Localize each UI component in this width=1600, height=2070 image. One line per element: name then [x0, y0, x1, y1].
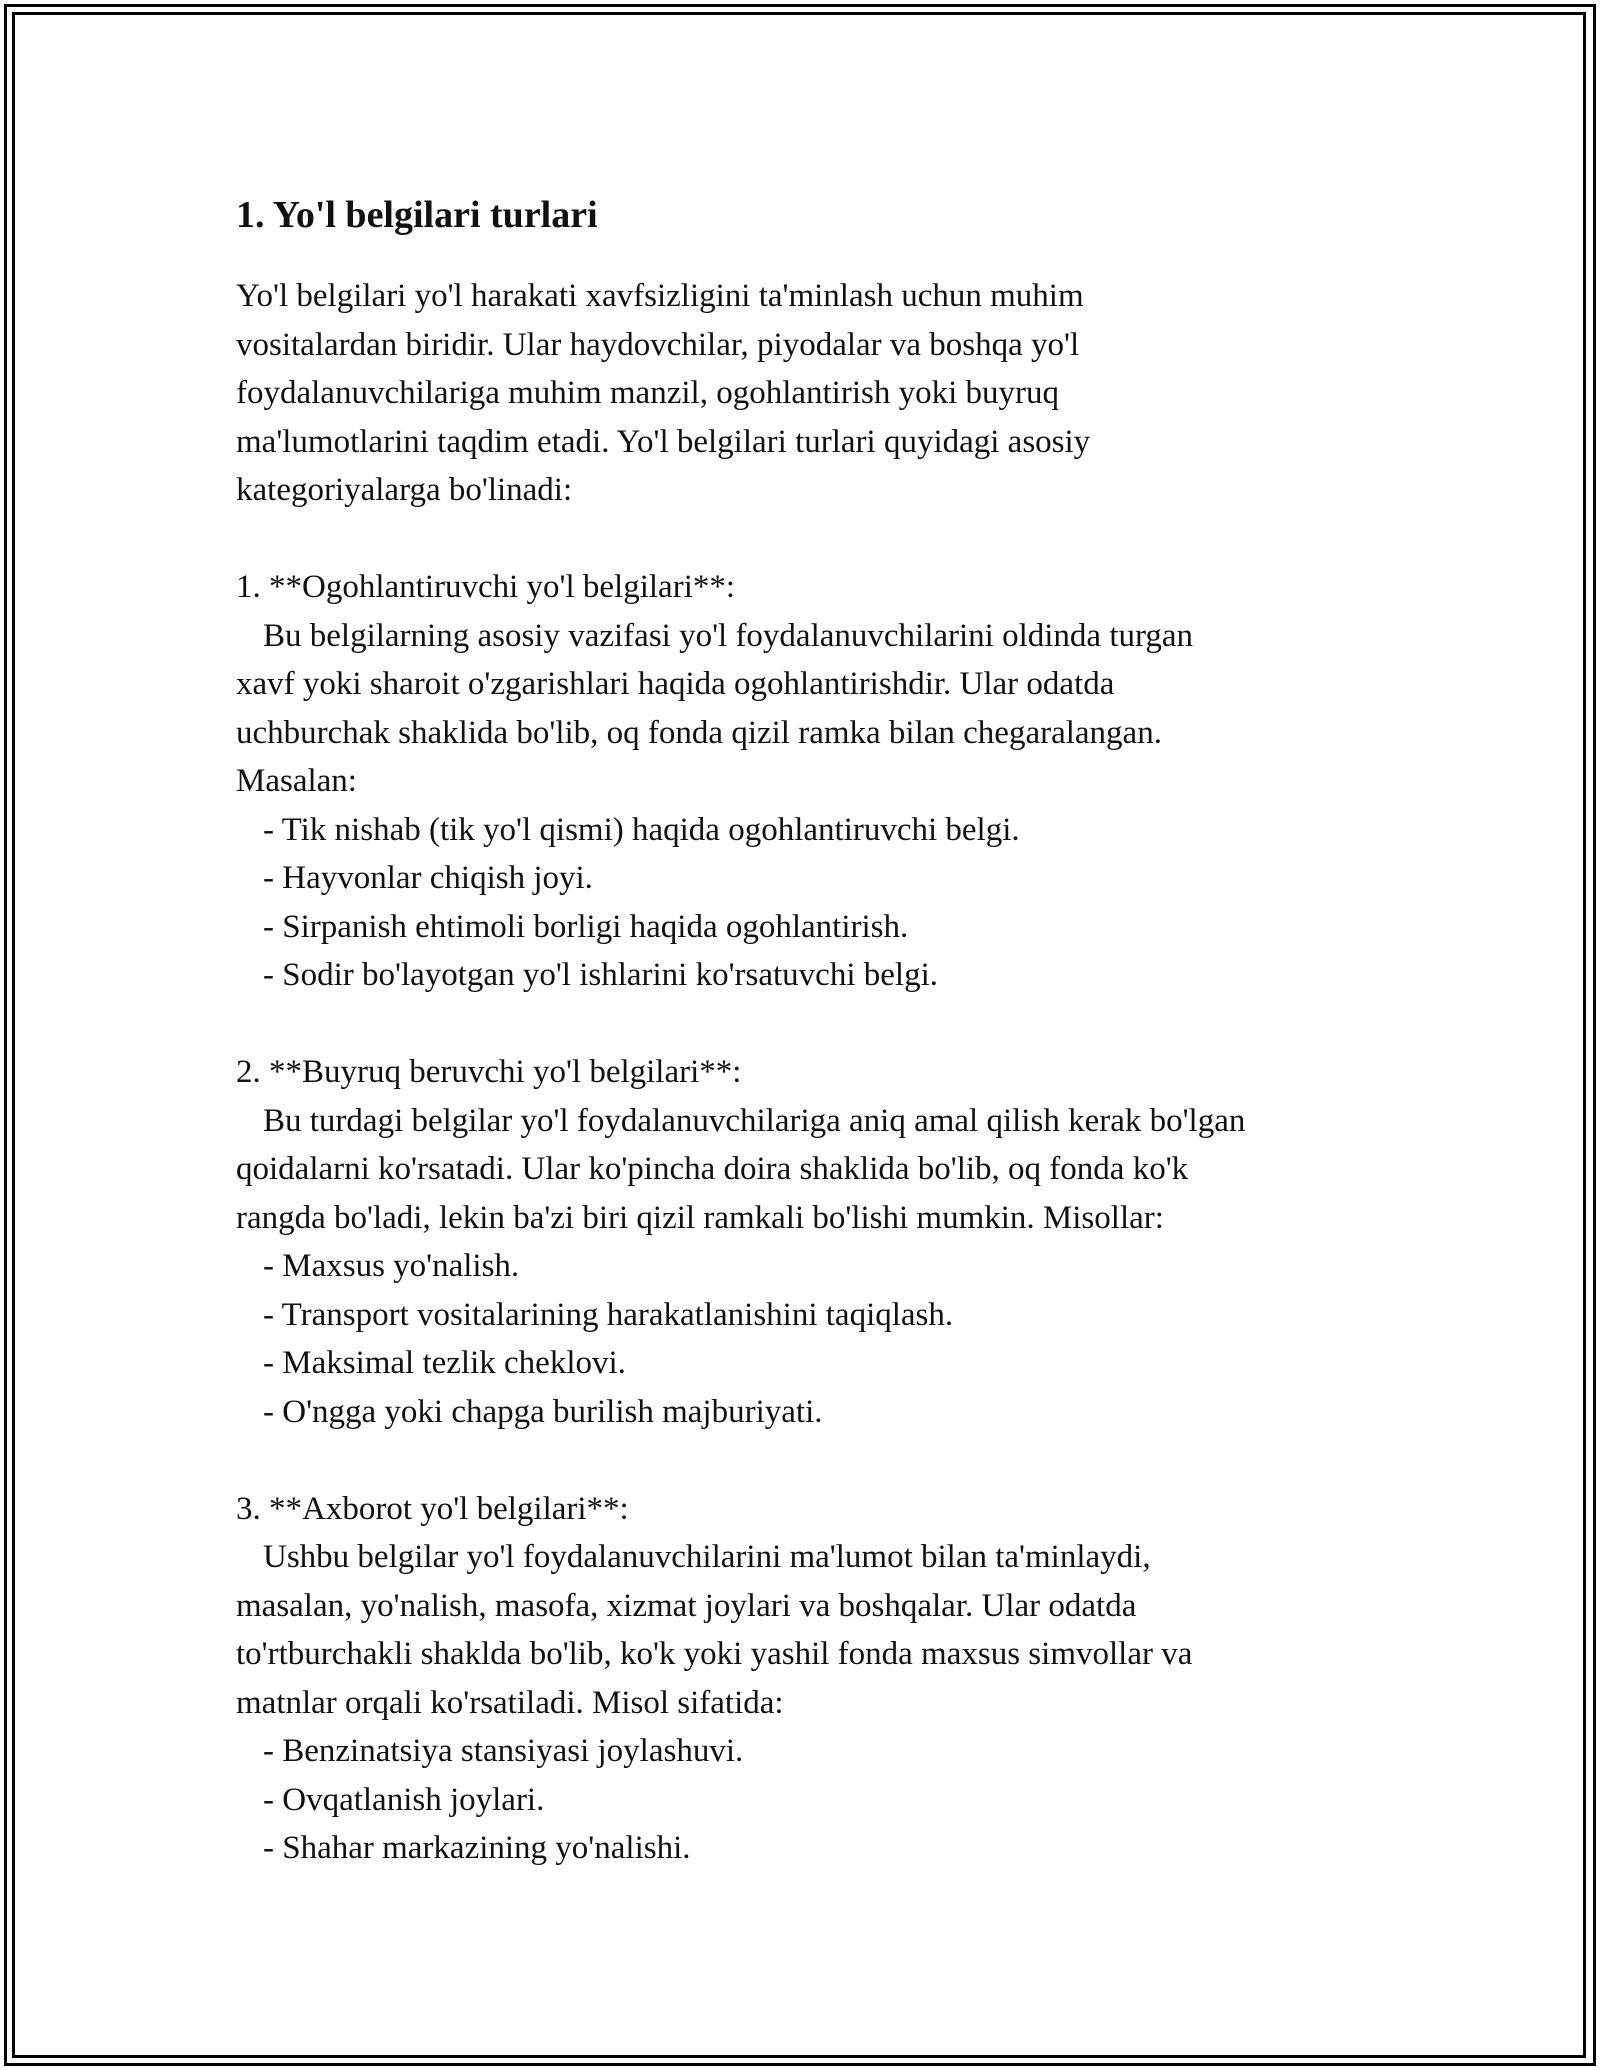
list-item: - Tik nishab (tik yo'l qismi) haqida ogohlantiruvchi belgi.: [263, 811, 1020, 848]
section-body-line: rangda bo'ladi, lekin ba'zi biri qizil ramkali bo'lishi mumkin. Misollar:: [236, 1199, 1164, 1236]
section-body-line: to'rtburchakli shakldа bo'lib, ko'k yoki yashil fonda maxsus simvollar va: [236, 1636, 1193, 1672]
list-item: - Shahar markazining yo'nalishi.: [263, 1830, 691, 1866]
intro-line: kategoriyalarga bo'linadi:: [236, 472, 573, 508]
intro-line: vositalardan biridir. Ular haydovchilar, piyodalar va boshqa yo'l: [236, 326, 1080, 363]
paragraph-spacer: [236, 1000, 1416, 1049]
list-item: - Sirpanish ehtimoli borligi haqida ogohlantirish.: [263, 908, 909, 945]
section-body-line: Bu belgilarning asosiy vazifasi yo'l foydalanuvchilarini oldinda turgan: [263, 617, 1194, 654]
section-title: 2. **Buyruq beruvchi yo'l belgilari**:: [236, 1054, 742, 1090]
section-mandatory-signs: [236, 1048, 1416, 1436]
document-body: [236, 190, 1416, 1873]
section-body-line: matnlar orqali ko'rsatiladi. Misol sifatida:: [236, 1684, 784, 1721]
intro-line: ma'lumotlarini taqdim etadi. Yo'l belgilari turlari quyidagi asosiy: [236, 423, 1091, 460]
section-title: 1. **Ogohlantiruvchi yo'l belgilari**:: [236, 569, 736, 605]
paragraph-spacer: [236, 515, 1416, 564]
document-heading: 1. Yo'l belgilari turlari: [236, 194, 598, 236]
section-body-line: Masalan:: [236, 763, 357, 799]
section-warning-signs: [236, 563, 1416, 1000]
section-body-line: Bu turdagi belgilar yo'l foydalanuvchilariga aniq amal qilish kerak bo'lgan: [263, 1102, 1246, 1139]
section-body-line: uchburchak shaklida bo'lib, oq fonda qizil ramka bilan chegaralangan.: [236, 714, 1162, 751]
section-body-line: masalan, yo'nalish, masofa, xizmat joylari va boshqalar. Ular odatda: [236, 1587, 1137, 1624]
list-item: - Transport vositalarining harakatlanishini taqiqlash.: [263, 1296, 954, 1333]
section-body-line: qoidalarni ko'rsatadi. Ular ko'pincha doira shaklida bo'lib, oq fonda ko'k: [236, 1151, 1189, 1187]
list-item: - Sodir bo'layotgan yo'l ishlarini ko'rsatuvchi belgi.: [263, 957, 938, 993]
section-body-line: Ushbu belgilar yo'l foydalanuvchilarini ma'lumot bilan ta'minlaydi,: [263, 1539, 1151, 1575]
intro-line: foydalanuvchilariga muhim manzil, ogohlantirish yoki buyruq: [236, 375, 1060, 411]
list-item: - Ovqatlanish joylari.: [263, 1781, 545, 1818]
list-item: - Hayvonlar chiqish joyi.: [263, 860, 593, 896]
section-title: 3. **Axborot yo'l belgilari**:: [236, 1490, 629, 1527]
intro-line: Yo'l belgilari yo'l harakati xavfsizligini ta'minlash uchun muhim: [236, 278, 1084, 314]
section-information-signs: [236, 1485, 1416, 1873]
section-body-line: xavf yoki sharoit o'zgarishlari haqida ogohlantirishdir. Ular odatda: [236, 666, 1115, 702]
paragraph-spacer: [236, 1436, 1416, 1485]
list-item: - O'ngga yoki chapga burilish majburiyati.: [263, 1393, 823, 1430]
list-item: - Benzinatsiya stansiyasi joylashuvi.: [263, 1733, 744, 1769]
list-item: - Maxsus yo'nalish.: [263, 1248, 520, 1284]
list-item: - Maksimal tezlik cheklovi.: [263, 1345, 626, 1381]
intro-paragraph: [236, 272, 1416, 515]
